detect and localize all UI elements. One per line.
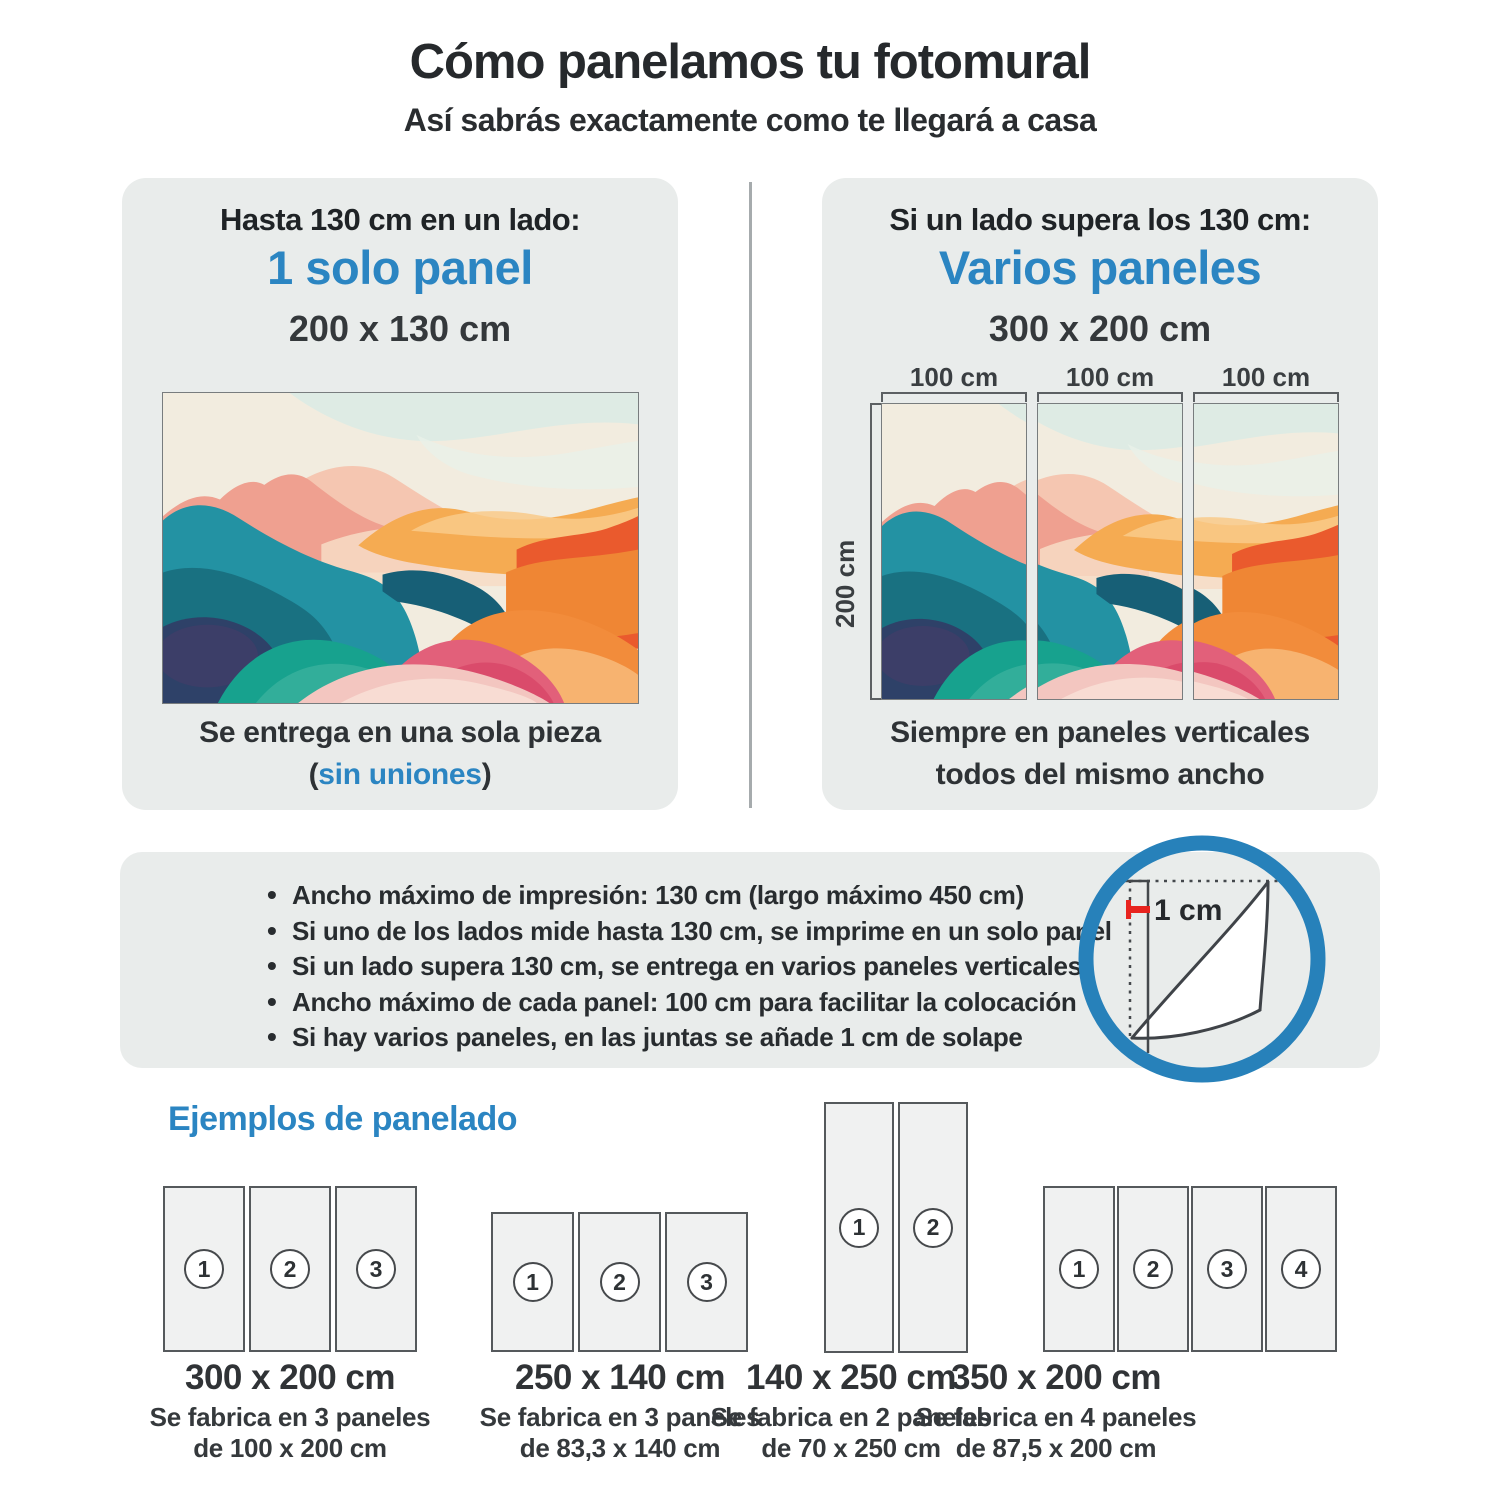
page-title: Cómo panelamos tu fotomural [409,35,1091,89]
example-panels-140x250 [824,1102,968,1353]
example-panel [1191,1186,1263,1352]
card-note: todos del mismo ancho [935,758,1265,791]
panel-number-badge: 1 [513,1262,553,1302]
examples-heading: Ejemplos de panelado [168,1100,517,1138]
overlap-label: 1 cm [1154,894,1223,927]
example-desc-line2: de 83,3 x 140 cm [519,1433,721,1463]
example-panel [491,1212,574,1352]
paren-close: ) [481,758,492,791]
watercolor-landscape-art [1037,404,1183,700]
example-size: 350 x 200 cm [950,1358,1161,1397]
example-desc-line1: Se fabrica en 3 paneles [149,1402,431,1432]
watercolor-landscape-art [1193,404,1339,700]
width-label: 100 cm [1221,362,1311,392]
panel-number-badge: 4 [1281,1249,1321,1289]
cards-divider [749,182,752,808]
overlap-diagram-icon [1072,829,1332,1089]
mural-artwork-image [162,392,639,704]
panel-number-badge: 1 [1059,1249,1099,1289]
info-bullet: • Si un lado supera 130 cm, se entrega en varios paneles verticales [265,953,1112,980]
example-panel [1265,1186,1337,1352]
example-panels-350x200 [1043,1186,1337,1352]
example-size: 300 x 200 cm [184,1358,395,1397]
no-seams-highlight: sin uniones [318,758,482,791]
width-dimension-bracket [1193,392,1339,402]
example-panel [665,1212,748,1352]
paren-open: ( [308,758,319,791]
card-note-highlight [122,758,678,792]
width-dimension-bracket [881,392,1027,402]
example-panel [898,1102,968,1353]
card-size: 200 x 130 cm [288,308,512,349]
watercolor-landscape-art [163,393,638,703]
example-panel [335,1186,417,1352]
card-result: Varios paneles [938,241,1262,294]
example-caption [896,1358,1216,1468]
example-desc-line1: Se fabrica en 4 paneles [915,1402,1197,1432]
card-condition: Hasta 130 cm en un lado: [219,202,581,237]
example-panel [1117,1186,1189,1352]
panel-number-badge: 3 [687,1262,727,1302]
example-desc-line1: Se fabrica en 3 paneles [479,1402,761,1432]
example-description [896,1402,1216,1464]
example-size: 140 x 250 cm [745,1358,956,1397]
info-bullet: • Si hay varios paneles, en las juntas se añade 1 cm de solape [265,1024,1112,1051]
example-desc-line2: de 100 x 200 cm [193,1433,387,1463]
example-desc-line2: de 87,5 x 200 cm [955,1433,1157,1463]
width-dimension-bracket [1037,392,1183,402]
example-panel [249,1186,331,1352]
card-note: Siempre en paneles verticales [890,716,1310,749]
width-label: 100 cm [1065,362,1155,392]
example-panel [578,1212,661,1352]
info-bullet: • Si uno de los lados mide hasta 130 cm, se imprime en un solo panel [265,918,1112,945]
example-size: 250 x 140 cm [514,1358,725,1397]
watercolor-landscape-art [882,404,1027,700]
panel-number-badge: 2 [600,1262,640,1302]
mural-panel-1 [881,403,1027,700]
single-panel-card [122,178,678,810]
panel-number-badge: 1 [839,1208,879,1248]
panel-number-badge: 3 [356,1249,396,1289]
example-desc-line1: Se fabrica en 2 paneles [710,1402,992,1432]
card-size: 300 x 200 cm [988,308,1212,349]
card-condition: Si un lado supera los 130 cm: [889,202,1311,237]
example-description [130,1402,450,1464]
example-desc-line2: de 70 x 250 cm [761,1433,941,1463]
info-bullet-list [265,882,1112,1060]
info-box [120,852,1380,1068]
panel-number-badge: 2 [1133,1249,1173,1289]
height-label: 200 cm [830,539,860,628]
example-panels-300x200 [163,1186,417,1352]
example-caption [130,1358,450,1468]
multi-panel-card [822,178,1378,810]
mural-panel-3 [1193,403,1339,700]
panel-number-badge: 2 [270,1249,310,1289]
example-panel [1043,1186,1115,1352]
example-panel [824,1102,894,1353]
card-note: Se entrega en una sola pieza [199,716,601,749]
info-bullet: • Ancho máximo de cada panel: 100 cm para facilitar la colocación [265,989,1112,1016]
mural-panel-2 [1037,403,1183,700]
panel-number-badge: 3 [1207,1249,1247,1289]
panel-number-badge: 1 [184,1249,224,1289]
card-result: 1 solo panel [267,241,533,294]
example-panels-250x140 [491,1212,748,1352]
overlap-marker-bar [1128,906,1150,913]
panel-number-badge: 2 [913,1208,953,1248]
info-bullet: • Ancho máximo de impresión: 130 cm (largo máximo 450 cm) [265,882,1112,909]
width-label: 100 cm [909,362,999,392]
page-subtitle: Así sabrás exactamente como te llegará a casa [403,102,1097,138]
example-panel [163,1186,245,1352]
